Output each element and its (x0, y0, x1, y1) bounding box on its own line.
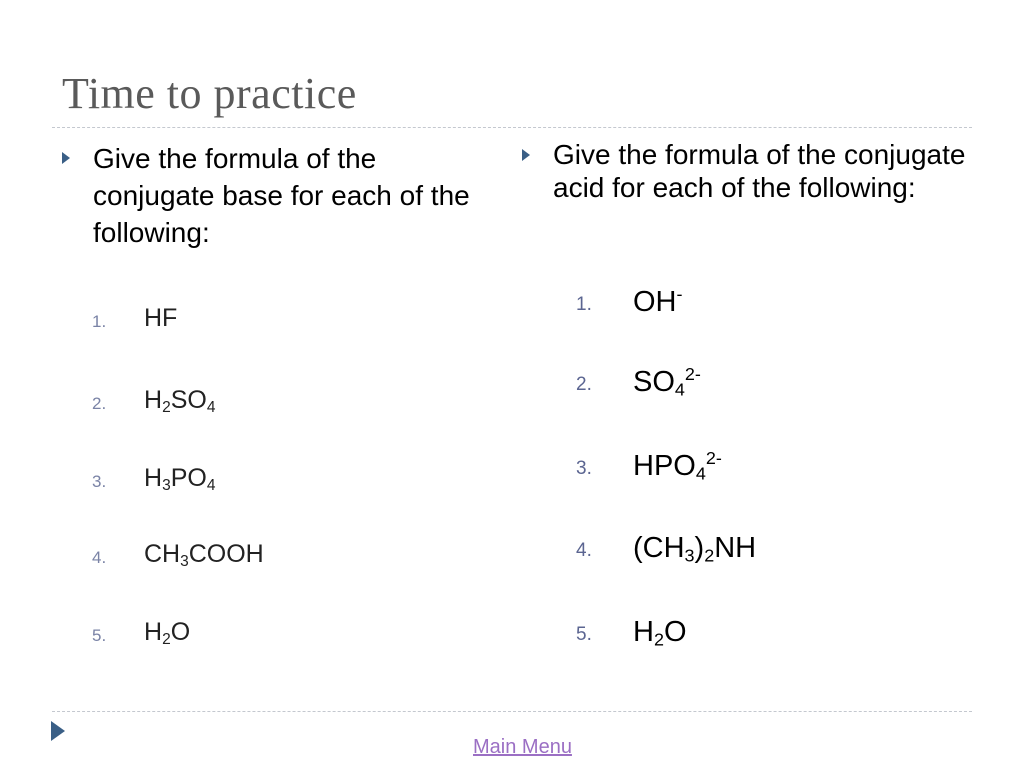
left-column (62, 140, 472, 648)
item-number: 1. (92, 312, 107, 331)
formula: $(CH_3)_2NH$ (633, 532, 757, 566)
formula: $H_2O$ (633, 616, 687, 650)
item-number: 5. (92, 626, 107, 645)
formula: $CH_3COOH$ (144, 540, 264, 570)
item-number: 3. (576, 458, 592, 479)
formula: $HPO_4^{2-}$ (633, 448, 722, 484)
item-number: 5. (576, 624, 592, 645)
formula: OH- (633, 284, 683, 318)
formula: HF (144, 304, 178, 332)
formula: $H_2SO_4$ (144, 386, 216, 416)
item-number: 1. (576, 294, 592, 315)
triangle-right-icon (522, 149, 530, 161)
play-icon[interactable] (51, 721, 65, 741)
left-prompt (62, 140, 472, 251)
formula: $H_3PO_4$ (144, 464, 216, 494)
main-menu-link[interactable]: Main Menu (473, 736, 572, 758)
item-number: 2. (576, 374, 592, 395)
footer-divider (52, 711, 972, 712)
formula: $H_2O$ (144, 618, 191, 648)
item-number: 4. (92, 548, 107, 567)
slide-title: Time to practice (62, 69, 357, 118)
right-prompt-text: Give the formula of the conjugate acid for each of the following: (553, 139, 966, 203)
right-prompt (522, 138, 982, 204)
title-divider (52, 127, 972, 128)
triangle-right-icon (62, 152, 70, 164)
item-number: 3. (92, 472, 107, 491)
left-prompt-text: Give the formula of the conjugate base for each of the following: (93, 143, 470, 248)
item-number: 4. (576, 540, 592, 561)
item-number: 2. (92, 394, 107, 413)
right-column (522, 138, 982, 650)
formula: $SO_4^{2-}$ (633, 364, 701, 400)
